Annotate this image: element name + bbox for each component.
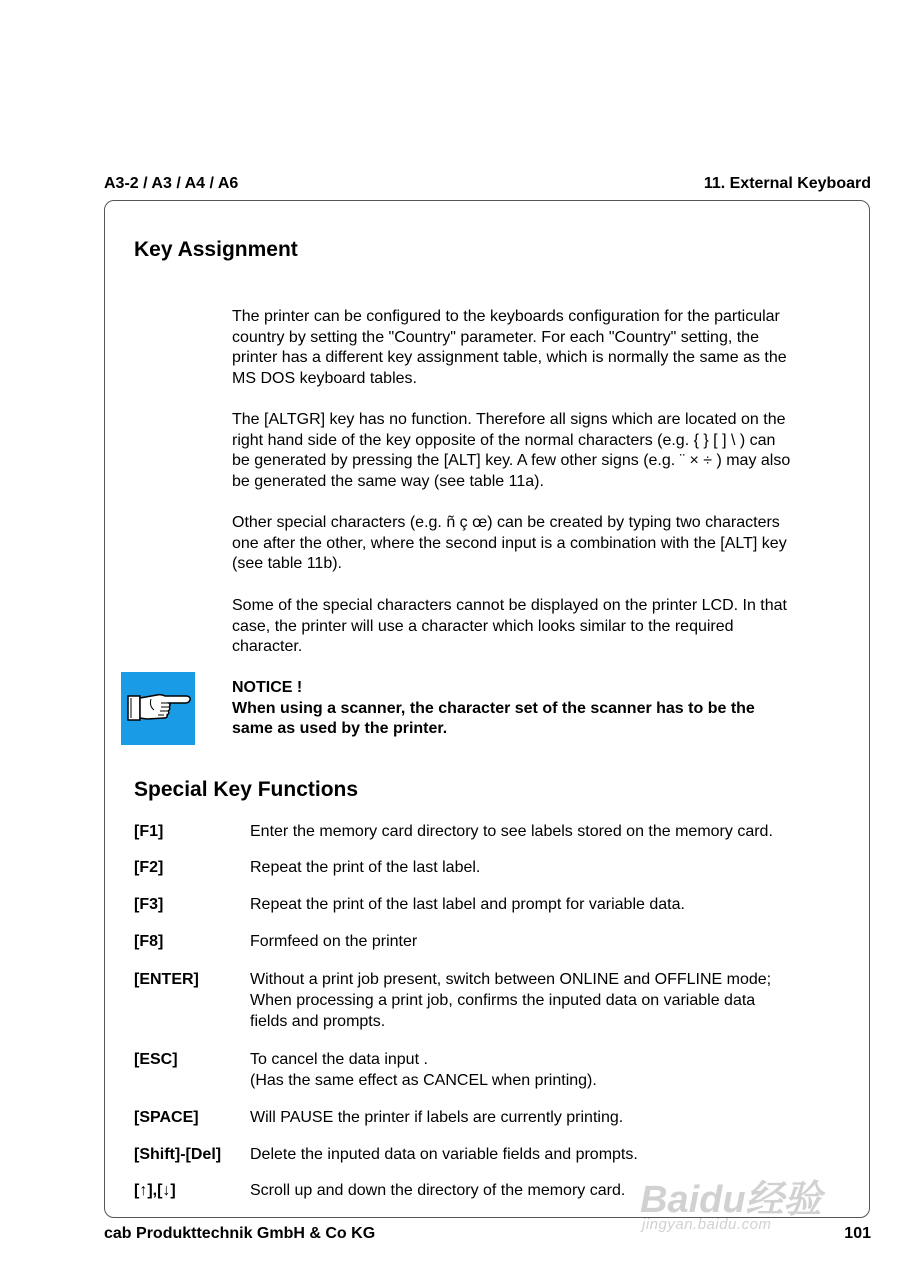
key-label: [↑],[↓] [134,1182,176,1199]
text-line: printer has a different key assignment table, which is normally the same as the [232,349,787,367]
text-line: Formfeed on the printer [250,933,418,950]
key-description [250,969,840,1032]
text-line: Other special characters (e.g. ñ ç œ) can be created by typing two characters [232,514,780,531]
key-label: [SPACE] [134,1109,199,1126]
text-line: Scroll up and down the directory of the memory card. [250,1182,626,1199]
text-line: fields and prompts. [250,1013,386,1030]
text-line: be generated by pressing the [ALT] key. A few other signs (e.g. ¨ × ÷ ) may also [232,452,791,470]
text-line: same as used by the printer. [232,720,448,738]
text-line: Enter the memory card directory to see labels stored on the memory card. [250,823,773,840]
key-description [250,1107,840,1128]
text-line: right hand side of the key opposite of the normal characters (e.g. { } [ ] \ ) can [232,431,776,449]
pointing-hand-icon [121,672,195,745]
text-line: Repeat the print of the last label and prompt for variable data. [250,896,685,913]
key-assignment-heading: Key Assignment [134,238,298,261]
text-line: Will PAUSE the printer if labels are currently printing. [250,1109,624,1126]
text-line: The printer can be configured to the keyboards configuration for the particular [232,308,780,325]
key-description [250,857,840,878]
text-line: When using a scanner, the character set of the scanner has to be the [232,699,755,717]
text-line: When processing a print job, confirms the inputed data on variable data [250,992,756,1009]
text-line: be generated the same way (see table 11a). [232,473,544,491]
key-label: [Shift]-[Del] [134,1146,222,1163]
text-line: (Has the same effect as CANCEL when printing). [250,1072,597,1089]
key-description [250,894,840,915]
key-label: [ENTER] [134,971,199,988]
text-line: case, the printer will use a character which looks similar to the required [232,617,734,635]
watermark-logo-text: Baidu经验 [640,1179,822,1221]
header-model-list: A3-2 / A3 / A4 / A6 [104,175,239,192]
text-line: Delete the inputed data on variable fields and prompts. [250,1146,638,1163]
text-line: The [ALTGR] key has no function. Therefore all signs which are located on the [232,411,786,428]
key-label: [F2] [134,859,164,876]
text-line: Some of the special characters cannot be displayed on the printer LCD. In that [232,597,787,614]
text-line: one after the other, where the second input is a combination with the [ALT] key [232,534,787,552]
watermark-url: jingyan.baidu.com [642,1216,772,1233]
key-label: [F3] [134,896,164,913]
text-line: To cancel the data input . [250,1051,428,1068]
text-line: Repeat the print of the last label. [250,859,481,876]
special-key-functions-heading: Special Key Functions [134,778,359,801]
watermark [640,1150,850,1245]
text-line: MS DOS keyboard tables. [232,370,417,388]
header-chapter-title: 11. External Keyboard [703,175,871,192]
key-label: [F8] [134,933,164,950]
key-description [250,1049,840,1091]
text-line: Without a print job present, switch between ONLINE and OFFLINE mode; [250,971,772,988]
page-number: 101 [844,1225,871,1242]
text-line: (see table 11b). [232,555,342,573]
paragraph-lcd-display [232,596,844,658]
paragraph-special-characters [232,513,844,575]
paragraph-altgr [232,410,844,493]
key-label: [ESC] [134,1051,178,1068]
text-line: country by setting the "Country" parameter. For each "Country" setting, the [232,328,759,346]
key-description [250,931,840,952]
key-description [250,821,840,842]
notice-title: NOTICE ! [232,679,303,696]
notice-text [232,678,844,740]
paragraph-country-config [232,307,844,390]
text-line: character. [232,638,303,656]
footer-company: cab Produkttechnik GmbH & Co KG [104,1225,376,1242]
key-label: [F1] [134,823,164,840]
